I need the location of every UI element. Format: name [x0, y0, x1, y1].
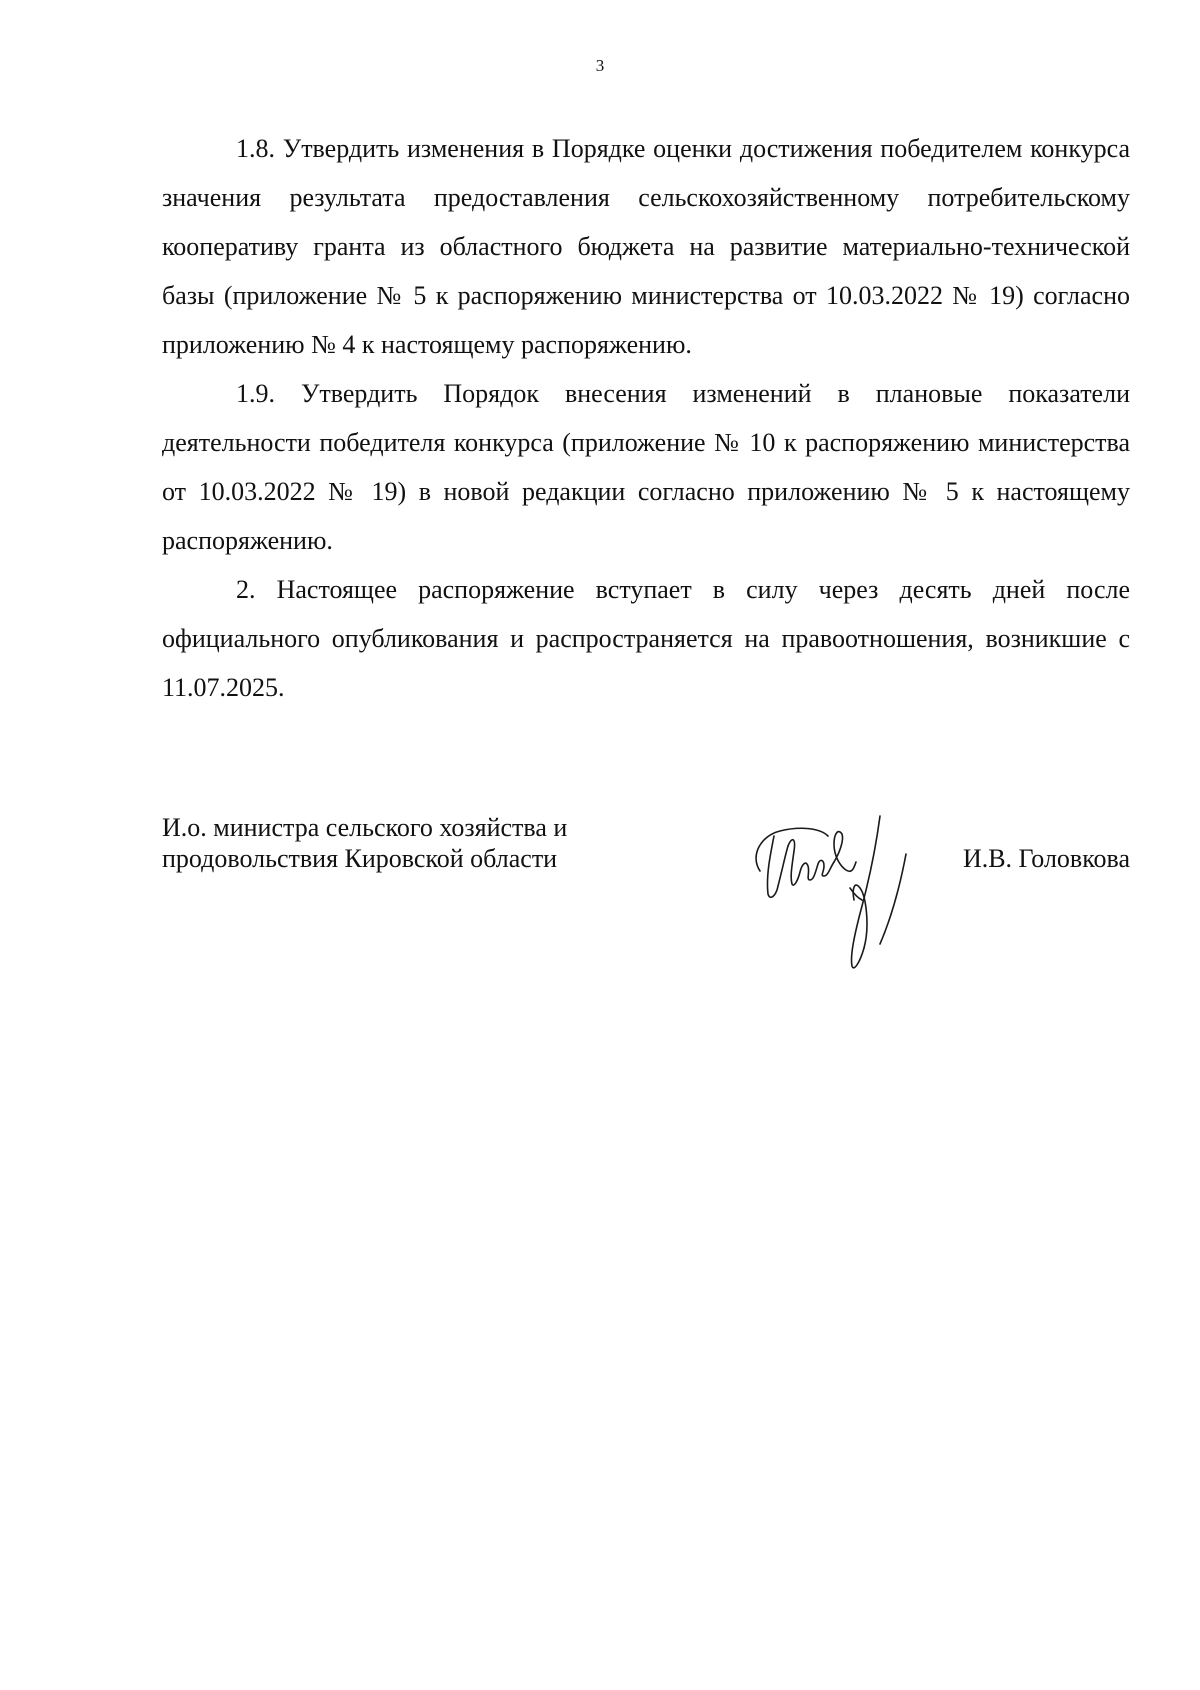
paragraph-2: 2. Настоящее распоряжение вступает в силу через десять дней после официального опубликования и распространяется на правоотношения, возникшие с 11.07.2025. — [162, 575, 1130, 702]
signature-block — [162, 812, 1130, 982]
paragraph-1-9: 1.9. Утвердить Порядок внесения изменений в плановые показатели деятельности победителя конкурса (приложение № 10 к распоряжению министерства от 10.03.2022 № 19) в новой редакции согласно приложению № 5 к настоящему распоряжению. — [162, 379, 1130, 555]
signer-name: И.В. Головкова — [962, 844, 1130, 873]
page-number: 3 — [595, 56, 605, 75]
paragraph-1-8: 1.8. Утвердить изменения в Порядке оценки достижения победителем конкурса значения результата предоставления сельскохозяйственному потребительскому кооперативу гранта из областного бюджета на развитие материально-технической базы (приложение № 5 к распоряжению министерства от 10.03.2022 № 19) согласно приложению № 4 к настоящему распоряжению. — [162, 134, 1130, 359]
handwritten-signature — [730, 776, 920, 976]
signer-title — [162, 812, 662, 874]
document-body — [162, 124, 1130, 712]
signer-title-line-2: продовольствия Кировской области — [162, 844, 558, 873]
signer-title-line-1: И.о. министра сельского хозяйства и — [162, 813, 568, 842]
